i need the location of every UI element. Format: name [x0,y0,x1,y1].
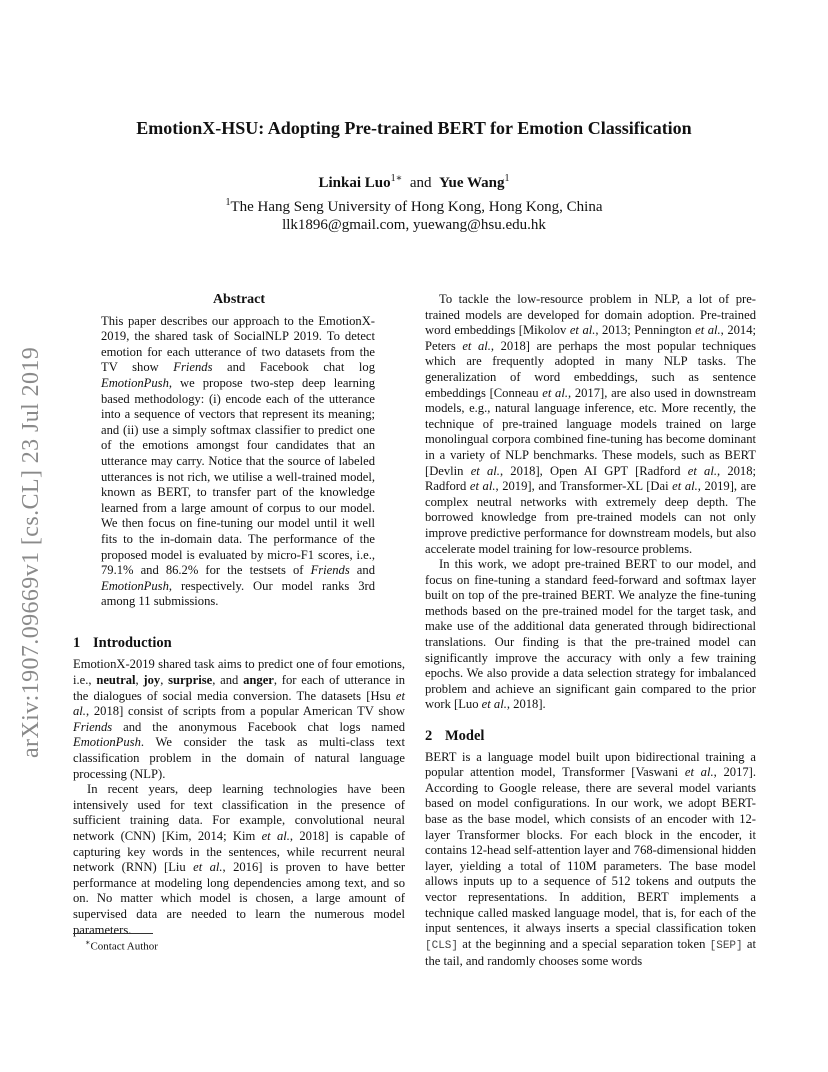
text-run: and the anonymous Facebook chat logs named [112,719,405,734]
citation-etal: et al. [684,765,714,780]
text-run: To tackle the low-resource problem in NLP, a lot of pre-trained models are developed for domain adoption. Pre-trained word embeddings [Mikolov [425,292,756,338]
abstract-body [101,314,375,610]
emotion-surprise: surprise [168,673,213,688]
text-run: , 2018] consist of scripts from a popular American TV show [85,704,405,719]
text-run: , 2016] is proven to have better performance at modeling long dependencies among text, and so on. No matter which model is chosen, a large amount of supervised data are needed to learn the numerous model parameters. [73,860,406,937]
emotion-neutral: neutral [96,673,136,688]
abstract-text: , we propose two-step deep learning based methodology: (i) encode each of the utterance into a sequence of vectors that represent its meaning; and (ii) use a simply softmax classifier to predict one of the emotions amongst four candidates that an utterance may carry. Notice that the source of labeled utterances is not rich, we utilise a well-trained model, known as BERT, to transfer part of the knowledge learned from a large amount of corpus to our model. We then focus on fine-tuning our model until it well fits to the in-domain data. The performance of the proposed model is evaluated by micro-F1 scores, i.e., 79.1% and 86.2% for the testsets of [101,375,375,578]
author-conjunction: and [409,175,432,191]
section-heading-introduction [73,636,405,652]
abstract-heading: Abstract [212,292,266,307]
text-run: , 2018] are perhaps the most popular techniques which are frequently adopted in many NLP tasks. The generalization of word embeddings, such as sentence embeddings [Conneau [425,338,756,400]
cls-token: [CLS] [425,939,459,952]
text-run: , [135,673,144,688]
italic-friends: Friends [73,719,113,734]
emotion-joy: joy [143,673,161,688]
right-paragraph-2 [425,557,756,713]
right-paragraph-1 [425,292,756,557]
sep-token: [SEP] [709,939,743,952]
abstract-italic-friends: Friends [310,563,350,578]
footnote-text: Contact Author [90,940,158,953]
citation-etal: et al. [261,829,290,843]
footnote-mark: ∗ [85,938,91,947]
text-run: , [160,673,169,688]
emotion-anger: anger [243,673,274,688]
model-paragraph [425,750,756,970]
right-column [425,292,756,970]
citation-etal: et al. [462,338,491,353]
citation-etal: et al. [695,323,721,338]
text-run: In recent years, deep learning technologies have been intensively used for text classification in the presence of sufficient training data. For example, convolutional neural network (CNN) [Kim, 2014; Kim [73,782,405,843]
abstract-italic-emotionpush: EmotionPush [101,578,169,593]
author-emails: llk1896@gmail.com, yuewang@hsu.edu.hk [282,217,546,233]
section-number: 2 [425,728,433,745]
citation-etal: et al. [672,479,698,494]
text-run: EmotionX-2019 shared task aims to predict one of four emotions, i.e., [73,657,405,688]
intro-paragraph-2 [73,782,405,938]
arxiv-side-label: arXiv:1907.09669v1 [cs.CL] 23 Jul 2019 [18,346,44,758]
italic-emotionpush: EmotionPush [73,735,141,750]
affiliation [60,197,768,216]
citation-etal: et al. [569,323,596,338]
abstract-text: and [349,563,375,578]
text-run: , and [212,673,244,688]
text-run: In this work, we adopt pre-trained BERT to our model, and focus on fine-tuning a standard feed-forward and softmax layer built on top of the pre-trained BERT. We analyze the fine-tuning methods based on the pre-trained model for the target task, and make use of the additional data generated through bidirectional translations. Our finding is that the pre-trained model can significantly improve the accuracy with only a few training epochs. We also provide a data selection strategy for imbalanced problem and achieve an significant gain compared to the prior work [Luo [425,557,756,712]
abstract-text: and Facebook chat log [212,360,375,375]
citation-etal: et al. [687,463,717,478]
affiliation-superscript: 1 [225,197,231,208]
text-run: , 2018] is capable of capturing key words in the sentences, while recurrent neural network (RNN) [Liu [73,829,406,875]
text-run: BERT is a language model built upon bidirectional training a popular attention model, Transformer [Vaswani [425,749,756,780]
text-run: , 2019], and Transformer-XL [Dai [495,479,673,494]
left-column [73,292,405,938]
abstract-text: This paper describes our approach to the EmotionX-2019, the shared task of SocialNLP 2019. To detect emotion for each utterance of two datasets from the TV show [101,313,375,375]
footnote-rule [73,933,153,934]
section-number: 1 [73,634,81,651]
intro-paragraph-1 [73,657,405,782]
author-1-superscript: 1∗ [390,173,403,184]
text-run: , 2018]. [506,697,546,712]
citation-etal: et al. [481,697,507,712]
citation-etal: et al. [470,463,500,478]
footnote [85,938,158,953]
abstract-text: , respectively. Our model ranks 3rd among 11 submissions. [101,578,375,609]
section-heading-model [425,729,756,745]
section-title: Model [445,728,485,745]
paper-title: EmotionX-HSU: Adopting Pre-trained BERT for Emotion Classification [136,118,692,138]
abstract-italic-friends: Friends [173,360,213,375]
text-run: , 2013; Pennington [595,323,696,338]
text-run: , 2014; Peters [425,323,757,353]
citation-etal: et al. [193,860,223,875]
author-2-superscript: 1 [504,173,510,184]
text-run: , 2018], Open AI GPT [Radford [499,463,688,478]
text-run: , 2019], are complex neutral networks with extremely deep depth. The borrowed knowledge from pre-trained models can not only improve predictive performance for downstream models, but also accelerate model training for low-resource problems. [425,479,757,556]
author-line [60,173,768,192]
text-run: , 2017], are also used in downstream models, e.g., natural language inference, etc. More recently, the technique of pre-trained language models trained on large monolingual corpora combined fine-tuning has become dominant in a variety of NLP benchmarks. These models, such as BERT [Devlin [425,385,756,478]
author-name-1: Linkai Luo [318,175,391,191]
text-run: at the tail, and randomly chooses some words [425,936,756,969]
text-run: , 2017]. According to Google release, there are several model variants based on model configurations. In our work, we adopt BERT-base as the base model, which consists of an encoder with 12-layer Transformer blocks. For each block in the encoder, it contains 12-head self-attention layer and 768-dimensional hidden layer, yielding a total of 110M parameters. The base model allows inputs up to a sequence of 512 tokens and outputs the vector representations. In addition, BERT implements a technique called masked language model, that is, for each of the input sentences, it always inserts a special classification token [425,765,756,936]
affiliation-text: The Hang Seng University of Hong Kong, Hong Kong, China [230,199,603,215]
citation-etal: et al. [542,385,568,400]
citation-etal: et al. [73,688,405,719]
text-run: , for each of utterance in the dialogues of social media conversion. The datasets [Hsu [73,673,406,703]
author-name-2: Yue Wang [439,175,505,191]
text-run: . We consider the task as multi-class text classification problem in the domain of natural language processing (NLP). [73,735,405,781]
section-title: Introduction [93,634,172,651]
text-run: , 2018; Radford [425,463,757,494]
citation-etal: et al. [469,479,496,494]
abstract-italic-emotionpush: EmotionPush [101,375,169,390]
text-run: at the beginning and a special separation token [458,936,710,951]
